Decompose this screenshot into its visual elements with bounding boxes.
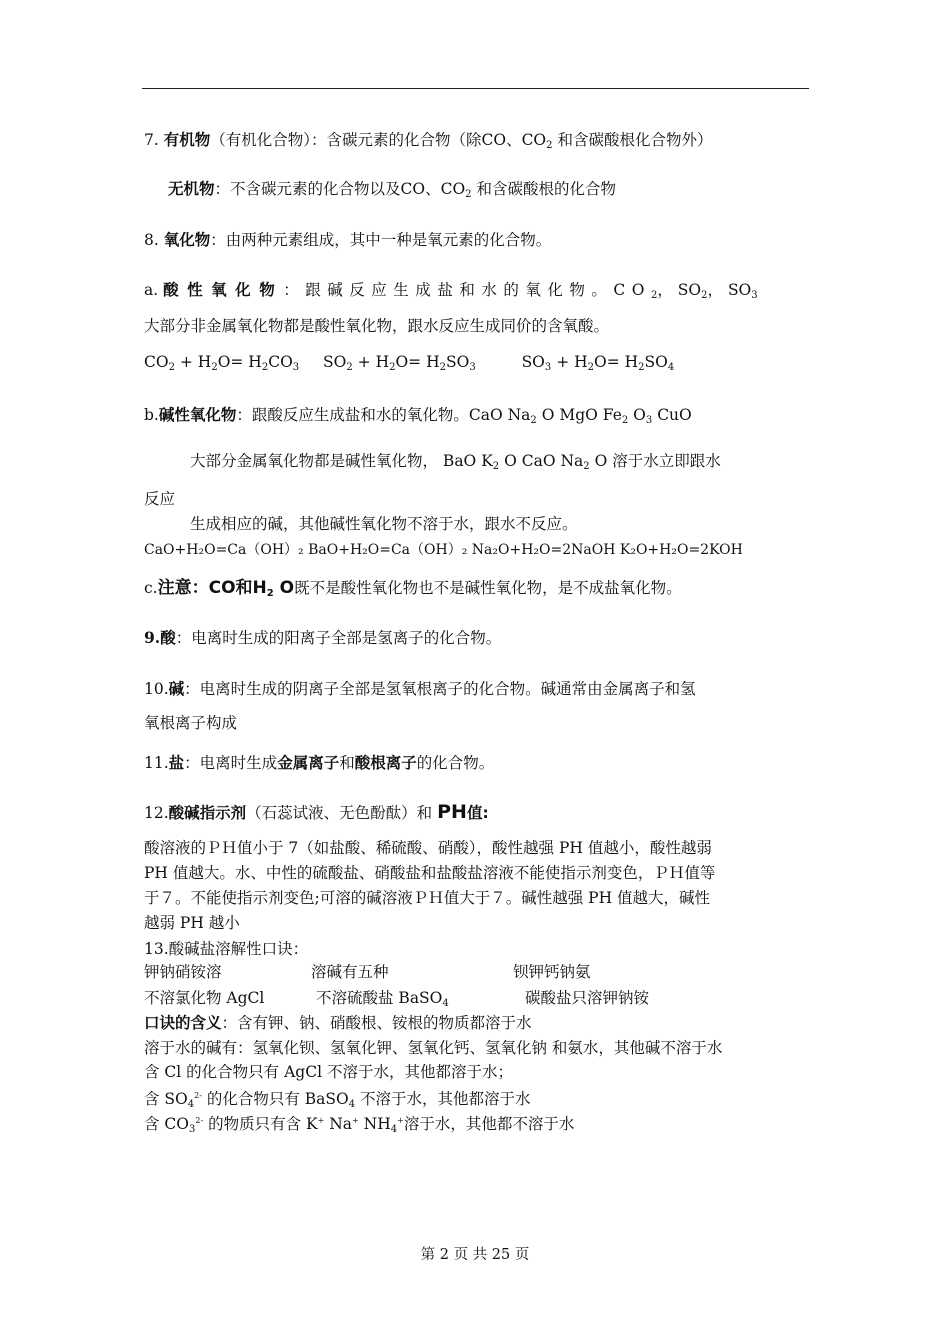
section-9-acid: 9.酸：电离时生成的阳离子全部是氢离子的化合物。 bbox=[144, 628, 502, 647]
acid-title: 酸 bbox=[160, 629, 176, 647]
equation-so2: $SO_2 + H_2O= H_2SO_3$ bbox=[323, 353, 476, 373]
ph-para-line-4: 越弱 PH 越小 bbox=[144, 914, 240, 932]
mnemonic-r2-c1: 不溶氯化物 AgCl bbox=[144, 989, 265, 1007]
base-title: 碱 bbox=[168, 680, 185, 698]
mnemonic-r1-c3: 钡钾钙钠氨 bbox=[513, 963, 591, 981]
section-13-title: 13.酸碱盐溶解性口诀： bbox=[144, 940, 309, 958]
organic-title: 有机物 bbox=[163, 131, 211, 149]
equation-so3: $SO_3 + H_2O= H_2SO_4$ bbox=[521, 353, 675, 373]
equation-co2: $CO_2 + H_2O= H_2CO_3$ bbox=[144, 353, 300, 373]
salt-title: 盐 bbox=[168, 754, 185, 772]
acidic-oxide-line: a. 酸性氧化物：跟碱反应生成盐和水的氧化物。$CO_2$， $SO_2$， $SO_3$ bbox=[144, 281, 758, 301]
section-11-salt: 11.盐：电离时生成金属离子和酸根离子的化合物。 bbox=[144, 754, 495, 772]
basic-oxide-note: 大部分金属氧化物都是碱性氧化物， BaO $K_2$ O CaO $Na_2$ O 溶于水立即跟水 bbox=[190, 452, 721, 472]
section-12-indicator: 12.酸碱指示剂（石蕊试液、无色酚酞）和 PH值: bbox=[144, 801, 489, 823]
section-7-organic: 7. 有机物（有机化合物）：含碳元素的化合物（除CO、$CO_2$ 和含碳酸根化合物外） bbox=[144, 131, 713, 151]
sulfate-line: 含 $SO_4^{2-}$ 的化合物只有 BaSO$_4$ 不溶于水，其他都溶于水 bbox=[144, 1090, 531, 1110]
acidic-oxide-equations bbox=[144, 352, 808, 378]
mnemonic-meaning: 口诀的含义：含有钾、钠、硝酸根、铵根的物质都溶于水 bbox=[144, 1014, 532, 1032]
basic-oxide-title: 碱性氧化物 bbox=[158, 406, 237, 424]
ph-para-line-1: 酸溶液的ＰＨ值小于 7（如盐酸、稀硫酸、硝酸），酸性越强 PH 值越小，酸性越弱 bbox=[144, 839, 712, 857]
header-rule bbox=[142, 88, 809, 89]
acidic-oxide-note: 大部分非金属氧化物都是酸性氧化物，跟水反应生成同价的含氧酸。 bbox=[144, 317, 610, 335]
inorganic-title: 无机物 bbox=[168, 180, 215, 198]
indicator-title: 酸碱指示剂 bbox=[168, 804, 247, 822]
note-line: c.注意：CO和$H_2$ O既不是酸性氧化物也不是碱性氧化物，是不成盐氧化物。 bbox=[144, 578, 682, 599]
chloride-line: 含 Cl 的化合物只有 AgCl 不溶于水，其他都溶于水； bbox=[144, 1063, 513, 1081]
soluble-bases-line: 溶于水的碱有：氢氧化钡、氢氧化钾、氢氧化钙、氢氧化钠 和氨水，其他碱不溶于水 bbox=[144, 1039, 723, 1057]
oxide-title: 氧化物 bbox=[163, 231, 211, 249]
basic-oxide-equations: CaO+H₂O=Ca（OH）₂ BaO+H₂O=Ca（OH）₂ Na₂O+H₂O=2NaOH K₂O+H₂O=2KOH bbox=[144, 542, 743, 558]
mnemonic-r2-c3: 碳酸盐只溶钾钠铵 bbox=[525, 989, 650, 1007]
section-10-base-cont: 氧根离子构成 bbox=[144, 714, 238, 732]
ph-para-line-3: 于７。不能使指示剂变色;可溶的碱溶液ＰＨ值大于７。碱性越强 PH 值越大，碱性 bbox=[144, 889, 711, 907]
basic-oxide-line: b.碱性氧化物：跟酸反应生成盐和水的氧化物。CaO $Na_2$ O MgO $Fe_2$ $O_3$ CuO bbox=[144, 406, 692, 426]
mnemonic-meaning-title: 口诀的含义 bbox=[144, 1014, 222, 1032]
basic-oxide-note-cont: 反应 bbox=[144, 490, 176, 508]
mnemonic-r2-c2: 不溶硫酸盐 BaSO$_4$ bbox=[316, 989, 449, 1009]
section-8-oxide: 8. 氧化物：由两种元素组成，其中一种是氧元素的化合物。 bbox=[144, 231, 552, 249]
mnemonic-r1-c1: 钾钠硝铵溶 bbox=[144, 963, 222, 981]
carbonate-line: 含 $CO_3^{2-}$ 的物质只有含 K+ Na+ $NH_4^+$溶于水，其他都不溶于水 bbox=[144, 1115, 575, 1135]
basic-oxide-note-2: 生成相应的碱，其他碱性氧化物不溶于水，跟水不反应。 bbox=[190, 515, 578, 533]
ph-title: PH bbox=[437, 801, 467, 823]
section-7-inorganic: 无机物：不含碳元素的化合物以及CO、$CO_2$ 和含碳酸根的化合物 bbox=[168, 180, 616, 200]
mnemonic-r1-c2: 溶碱有五种 bbox=[311, 963, 389, 981]
ph-para-line-2: PH 值越大。水、中性的硫酸盐、硝酸盐和盐酸盐溶液不能使指示剂变色，ＰＨ值等 bbox=[144, 864, 716, 882]
page-footer: 第 2 页 共 25 页 bbox=[420, 1247, 530, 1263]
section-10-base: 10.碱：电离时生成的阴离子全部是氢氧根离子的化合物。碱通常由金属离子和氢 bbox=[144, 680, 696, 698]
acidic-oxide-title: 酸性氧化物 bbox=[163, 281, 284, 299]
note-title: 注意：CO和H bbox=[157, 578, 267, 598]
